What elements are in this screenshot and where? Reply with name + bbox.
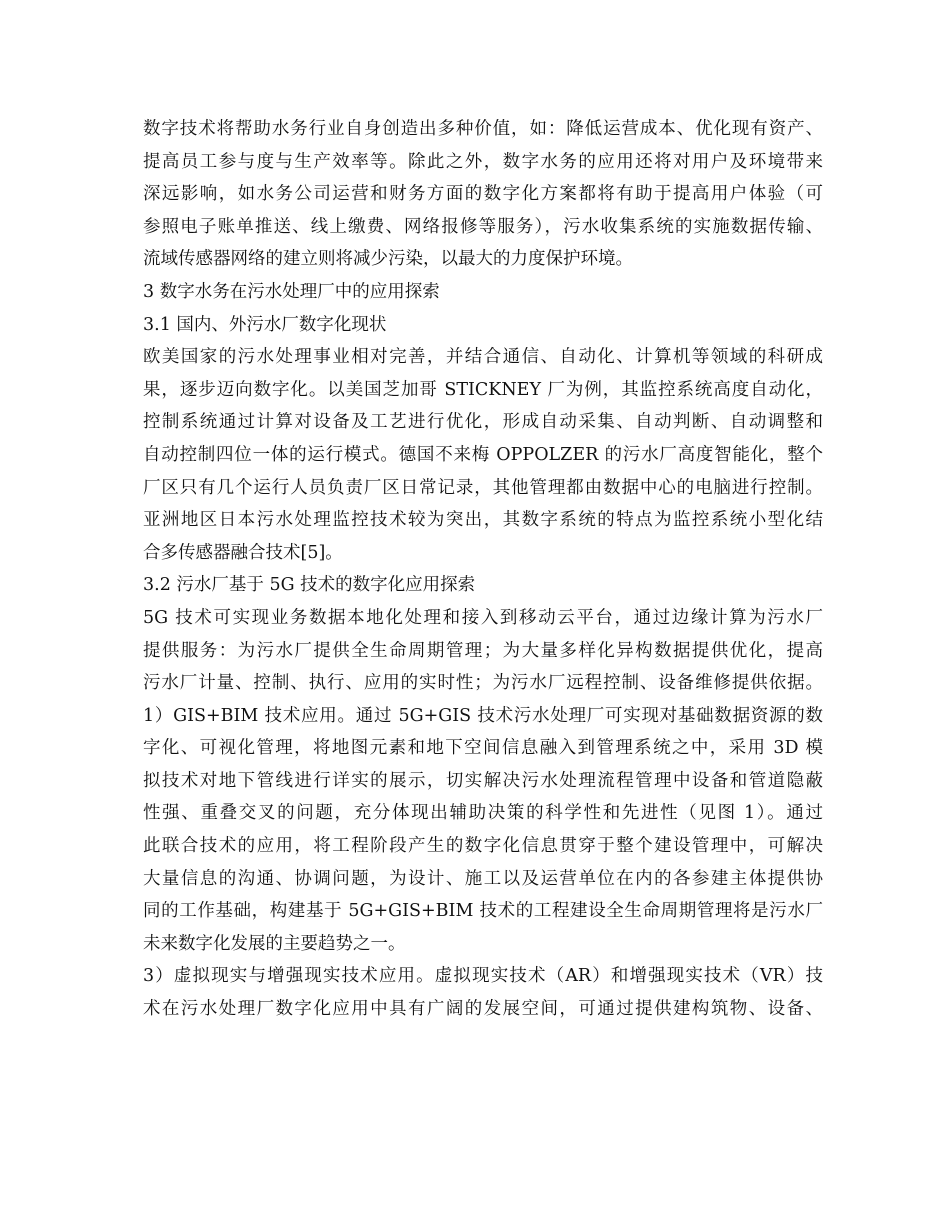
text-line: 术在污水处理厂数字化应用中具有广阔的发展空间，可通过提供建构筑物、设备、 [143, 999, 823, 1020]
text-line: 欧美国家的污水处理事业相对完善，并结合通信、自动化、计算机等领域的科研成 [143, 347, 823, 368]
text-line: 合多传感器融合技术[5]。 [143, 542, 343, 563]
text-line: 此联合技术的应用，将工程阶段产生的数字化信息贯穿于整个建设管理中，可解决 [143, 836, 823, 857]
section-heading: 3.2 污水厂基于 5G 技术的数字化应用探索 [143, 575, 476, 596]
text-line: 未来数字化发展的主要趋势之一。 [143, 933, 406, 954]
text-line: 提高员工参与度与生产效率等。除此之外，数字水务的应用还将对用户及环境带来 [143, 151, 823, 172]
text-line: 亚洲地区日本污水处理监控技术较为突出，其数字系统的特点为监控系统小型化结 [143, 510, 823, 531]
text-line: 流域传感器网络的建立则将减少污染，以最大的力度保护环境。 [143, 249, 633, 270]
text-line: 污水厂计量、控制、执行、应用的实时性；为污水厂远程控制、设备维修提供依据。 [143, 673, 823, 694]
text-line: 拟技术对地下管线进行详实的展示，切实解决污水处理流程管理中设备和管道隐蔽 [143, 770, 823, 791]
section-heading: 3.1 国内、外污水厂数字化现状 [143, 314, 387, 335]
text-line: 性强、重叠交叉的问题，充分体现出辅助决策的科学性和先进性（见图 1）。通过 [143, 803, 823, 824]
text-line: 自动控制四位一体的运行模式。德国不来梅 OPPOLZER 的污水厂高度智能化，整个 [143, 444, 823, 465]
text-line: 深远影响，如水务公司运营和财务方面的数字化方案都将有助于提高用户体验（可 [143, 184, 823, 205]
text-line: 参照电子账单推送、线上缴费、网络报修等服务），污水收集系统的实施数据传输、 [143, 216, 823, 237]
text-line: 字化、可视化管理，将地图元素和地下空间信息融入到管理系统之中，采用 3D 模 [143, 738, 823, 759]
text-line: 1）GIS+BIM 技术应用。通过 5G+GIS 技术污水处理厂可实现对基础数据资源的数 [143, 705, 823, 726]
text-line: 大量信息的沟通、协调问题，为设计、施工以及运营单位在内的各参建主体提供协 [143, 868, 823, 889]
text-line: 3）虚拟现实与增强现实技术应用。虚拟现实技术（AR）和增强现实技术（VR）技 [143, 966, 823, 987]
document-body [143, 113, 823, 1026]
text-line: 果，逐步迈向数字化。以美国芝加哥 STICKNEY 厂为例，其监控系统高度自动化， [143, 379, 823, 400]
text-line: 数字技术将帮助水务行业自身创造出多种价值，如：降低运营成本、优化现有资产、 [143, 119, 823, 139]
text-line: 同的工作基础，构建基于 5G+GIS+BIM 技术的工程建设全生命周期管理将是污水厂 [143, 901, 823, 922]
text-line: 5G 技术可实现业务数据本地化处理和接入到移动云平台，通过边缘计算为污水厂 [143, 607, 823, 628]
text-line: 提供服务：为污水厂提供全生命周期管理；为大量多样化异构数据提供优化，提高 [143, 640, 823, 661]
text-line: 控制系统通过计算对设备及工艺进行优化，形成自动采集、自动判断、自动调整和 [143, 412, 823, 433]
section-heading: 3 数字水务在污水处理厂中的应用探索 [143, 281, 440, 302]
text-line: 厂区只有几个运行人员负责厂区日常记录，其他管理都由数据中心的电脑进行控制。 [143, 477, 823, 498]
